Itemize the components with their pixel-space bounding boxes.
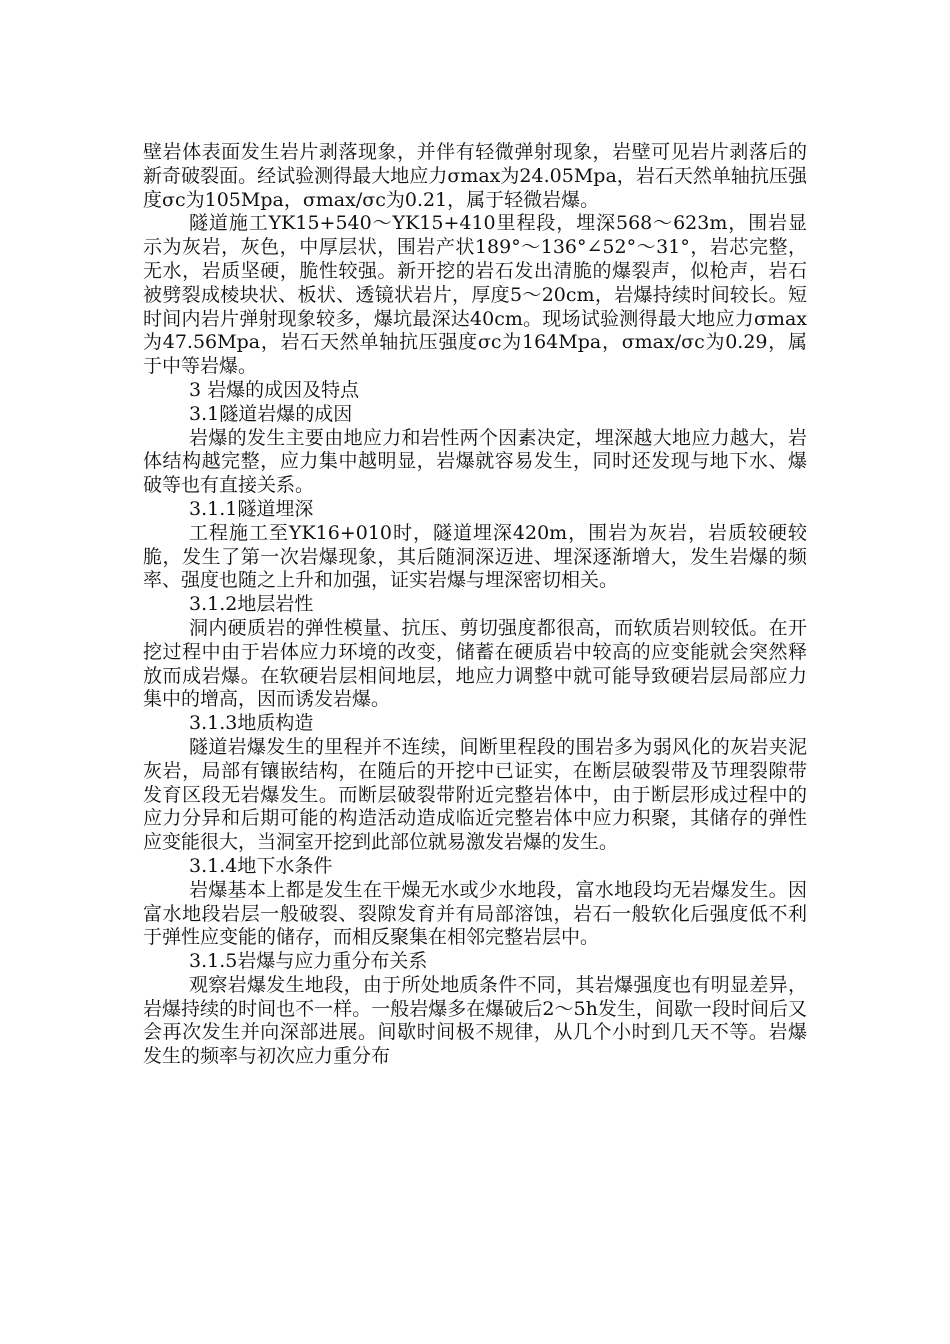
document-body [143,141,807,1069]
section-heading: 3 岩爆的成因及特点 [189,378,360,401]
section-heading: 3.1.5岩爆与应力重分布关系 [189,950,428,973]
section-heading: 3.1.2地层岩性 [189,593,314,616]
paragraph: 岩爆基本上都是发生在干燥无水或少水地段，富水地段均无岩爆发生。因富水地段岩层一般破裂、裂隙发育并有局部溶蚀，岩石一般软化后强度低不利于弹性应变能的储存，而相反聚集在相邻完整岩层中。 [143,878,807,949]
section-heading: 3.1.3地质构造 [189,712,314,735]
paragraph: 壁岩体表面发生岩片剥落现象，并伴有轻微弹射现象，岩壁可见岩片剥落后的新奇破裂面。经试验测得最大地应力σmax为24.05Mpa，岩石天然单轴抗压强度σc为105Mpa，σmax/σc为0.21，属于轻微岩爆。 [143,141,807,211]
paragraph: 隧道施工YK15+540～YK15+410里程段，埋深568～623m，围岩显示为灰岩，灰色，中厚层状，围岩产状189°～136°∠52°～31°，岩芯完整，无水，岩质坚硬，脆性较强。新开挖的岩石发出清脆的爆裂声，似枪声，岩石被劈裂成棱块状、板状、透镜状岩片，厚度5～20cm，岩爆持续时间较长。短时间内岩片弹射现象较多，爆坑最深达40cm。现场试验测得最大地应力σmax为47.56Mpa，岩石天然单轴抗压强度σc为164Mpa，σmax/σc为0.29，属于中等岩爆。 [143,212,807,378]
paragraph: 洞内硬质岩的弹性模量、抗压、剪切强度都很高，而软质岩则较低。在开挖过程中由于岩体应力环境的改变，储蓄在硬质岩中较高的应变能就会突然释放而成岩爆。在软硬岩层相间地层，地应力调整中就可能导致硬岩层局部应力集中的增高，因而诱发岩爆。 [143,616,807,711]
paragraph: 隧道岩爆发生的里程并不连续，间断里程段的围岩多为弱风化的灰岩夹泥灰岩，局部有镶嵌结构，在随后的开挖中已证实，在断层破裂带及节理裂隙带发育区段无岩爆发生。而断层破裂带附近完整岩体中，由于断层形成过程中的应力分异和后期可能的构造活动造成临近完整岩体中应力积聚，其储存的弹性应变能很大，当洞室开挖到此部位就易激发岩爆的发生。 [143,735,807,854]
section-heading: 3.1.4地下水条件 [189,854,333,877]
section-heading: 3.1隧道岩爆的成因 [189,402,353,425]
paragraph: 岩爆的发生主要由地应力和岩性两个因素决定，埋深越大地应力越大，岩体结构越完整，应力集中越明显，岩爆就容易发生，同时还发现与地下水、爆破等也有直接关系。 [143,426,807,497]
paragraph: 工程施工至YK16+010时，隧道埋深420m，围岩为灰岩，岩质较硬较脆，发生了第一次岩爆现象，其后随洞深迈进、埋深逐渐增大，发生岩爆的频率、强度也随之上升和加强，证实岩爆与埋深密切相关。 [143,521,807,592]
section-heading: 3.1.1隧道埋深 [189,497,314,520]
paragraph: 观察岩爆发生地段，由于所处地质条件不同，其岩爆强度也有明显差异，岩爆持续的时间也不一样。一般岩爆多在爆破后2～5h发生，间歇一段时间后又会再次发生并向深部进展。间歇时间极不规律，从几个小时到几天不等。岩爆发生的频率与初次应力重分布 [143,973,807,1068]
